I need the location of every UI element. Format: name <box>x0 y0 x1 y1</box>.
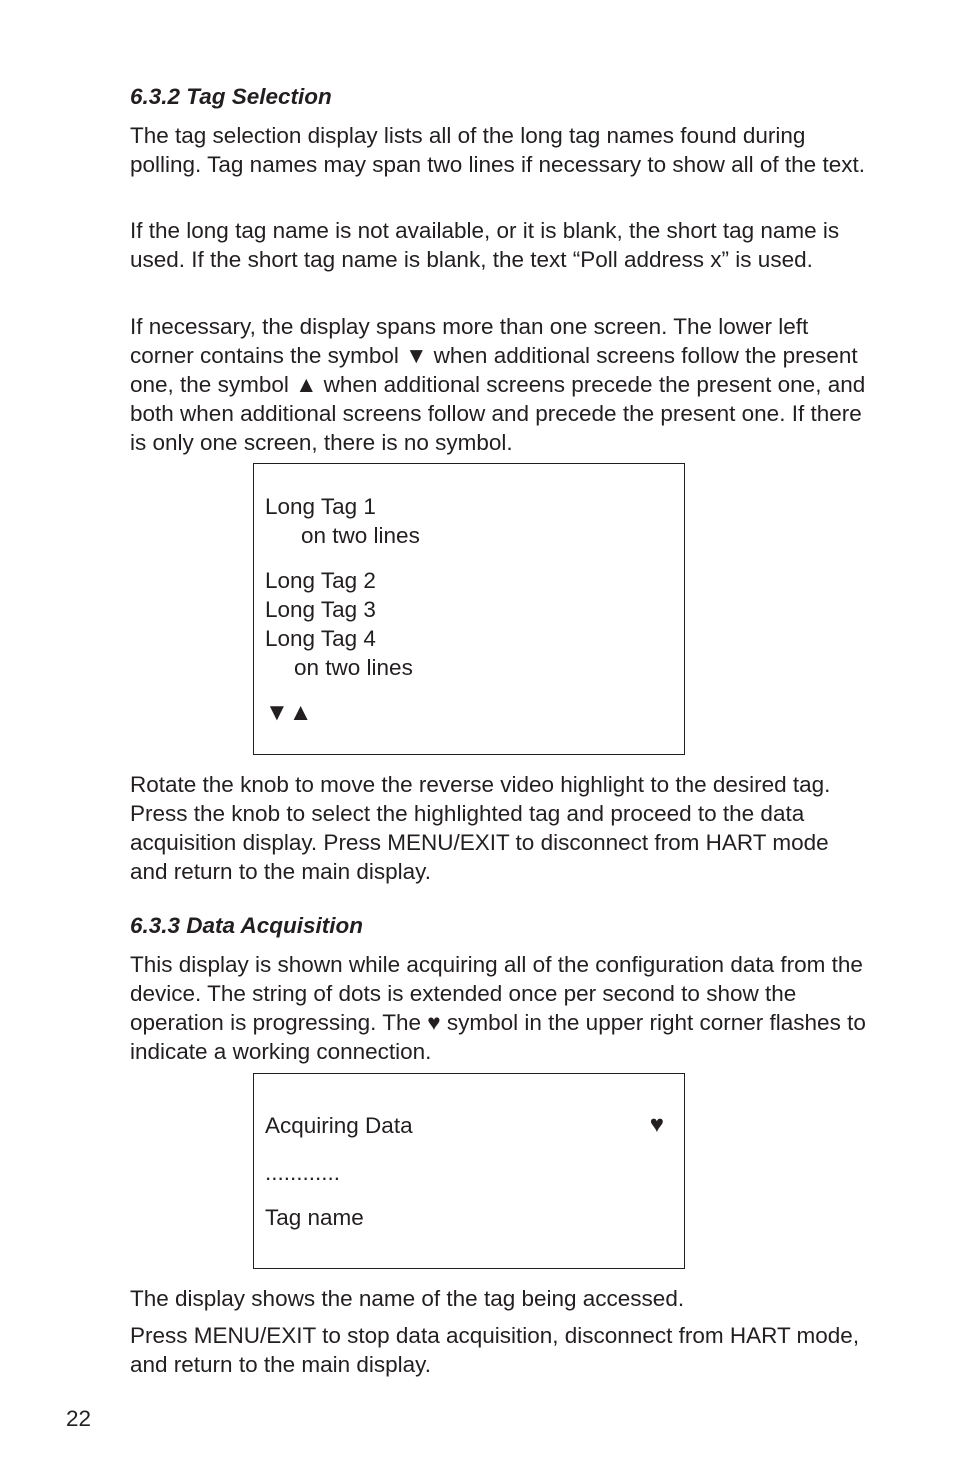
section-6-3-3-heading: 6.3.3 Data Acquisition <box>130 913 363 938</box>
screen-long-tag-4-continuation: on two lines <box>294 655 413 680</box>
section-6-3-2-heading: 6.3.2 Tag Selection <box>130 84 332 109</box>
tag-selection-display <box>253 463 685 755</box>
screen-long-tag-2: Long Tag 2 <box>265 568 376 593</box>
data-acquisition-paragraph-2: The display shows the name of the tag being accessed. <box>130 1286 685 1311</box>
screen-long-tag-4: Long Tag 4 <box>265 626 376 651</box>
screen-acquiring-data: Acquiring Data <box>265 1113 413 1138</box>
screen-progress-dots: ............ <box>265 1160 341 1185</box>
tag-selection-paragraph-2: If the long tag name is not available, or it is blank, the short tag name is used. If the short tag name is blank, the text “Poll address x” is used. <box>130 218 840 272</box>
data-acquisition-display <box>253 1073 685 1269</box>
screen-scroll-symbols: ▼▲ <box>265 699 313 726</box>
screen-long-tag-1: Long Tag 1 <box>265 494 376 519</box>
screen-tag-name: Tag name <box>265 1205 364 1230</box>
data-acquisition-paragraph-3: Press MENU/EXIT to stop data acquisition, disconnect from HART mode, and return to the main display. <box>130 1323 860 1377</box>
tag-selection-paragraph-1: The tag selection display lists all of the long tag names found during polling. Tag names may span two lines if necessary to show all of the text. <box>130 123 865 177</box>
screen-long-tag-1-continuation: on two lines <box>301 523 420 548</box>
tag-selection-paragraph-3: If necessary, the display spans more than one screen. The lower left corner contains the symbol ▼ when additional screens follow the present one, the symbol ▲ when additional screens precede the present one, and both when additional screens follow and precede the present one. If there is only one screen, there is no symbol. <box>130 314 866 455</box>
heart-icon: ♥ <box>649 1111 664 1138</box>
screen-long-tag-3: Long Tag 3 <box>265 597 376 622</box>
page-number: 22 <box>66 1406 92 1431</box>
tag-selection-paragraph-4: Rotate the knob to move the reverse video highlight to the desired tag. Press the knob to select the highlighted tag and proceed to the data acquisition display. Press MENU/EXIT to disconnect from HART mode and return to the main display. <box>130 772 831 884</box>
data-acquisition-paragraph-1: This display is shown while acquiring all of the configuration data from the device. The string of dots is extended once per second to show the operation is progressing. The ♥ symbol in the upper right corner flashes to indicate a working connection. <box>130 952 866 1064</box>
